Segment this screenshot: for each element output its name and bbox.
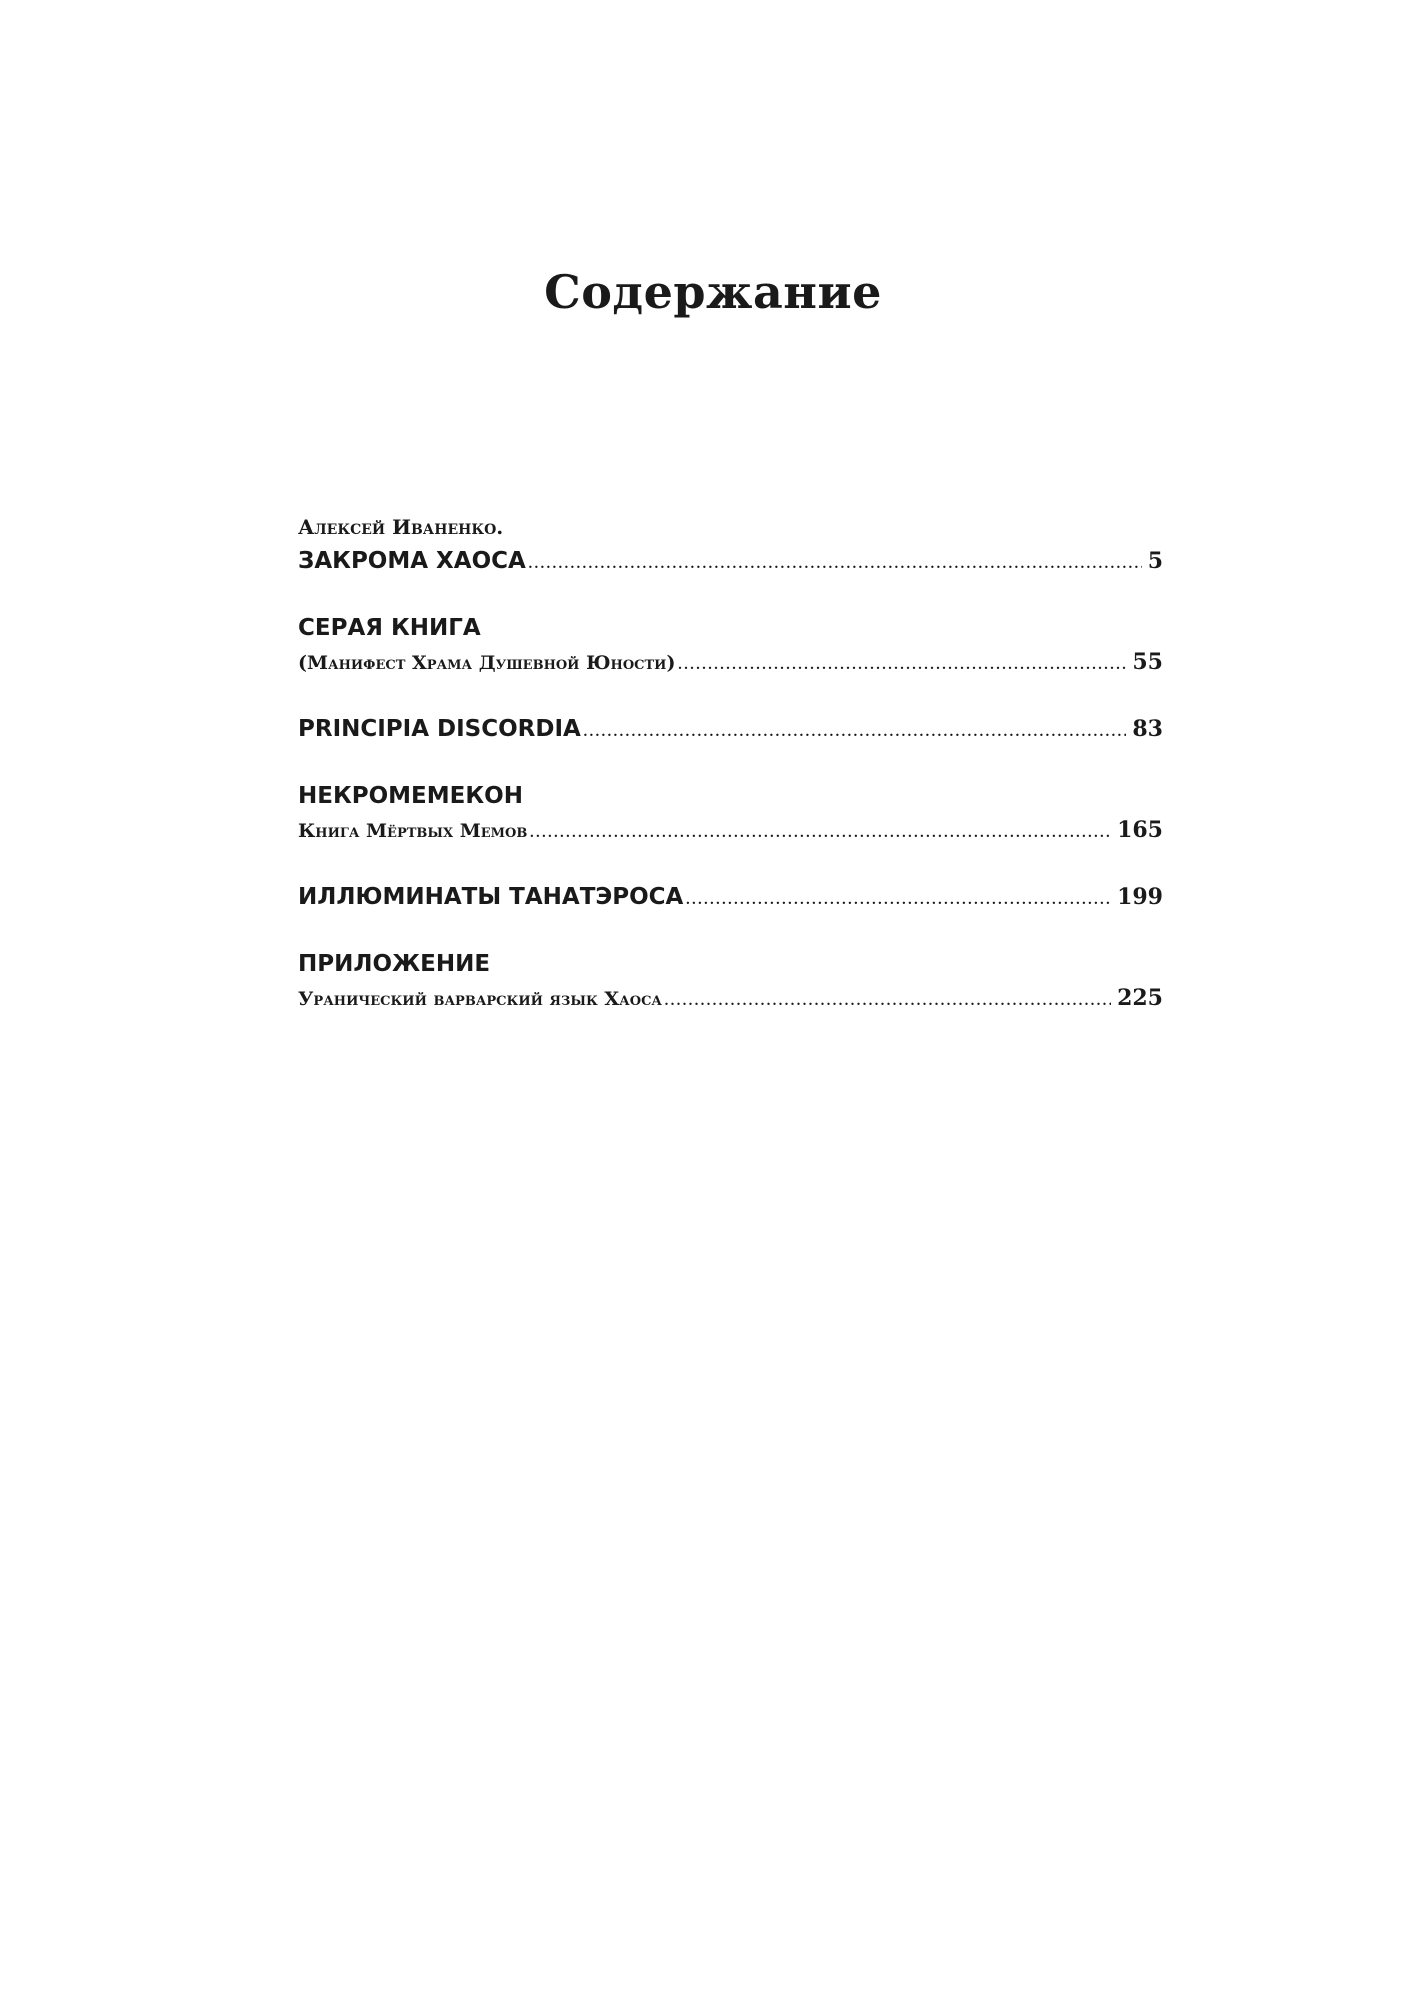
toc-entry-heading: ЗАКРОМА ХАОСА	[298, 548, 526, 574]
toc-entry-line	[298, 611, 1163, 645]
toc-entry-line	[298, 712, 1163, 747]
toc-entry-line	[298, 779, 1163, 813]
toc-entry-subtitle: Книга Мёртвых Мемов	[298, 820, 528, 842]
toc-entry-page-number: 199	[1117, 884, 1163, 910]
toc-entry-nekromemekon[interactable]	[298, 779, 1163, 848]
page-title: Содержание	[544, 265, 882, 319]
dot-leader	[529, 814, 1111, 848]
dot-leader	[528, 545, 1142, 579]
toc-entry-page-number: 83	[1132, 716, 1163, 742]
toc-entry-author: Алексей Иваненко.	[298, 515, 504, 539]
toc-entry-line	[298, 544, 1163, 579]
toc-entry-page-number: 5	[1147, 548, 1163, 574]
toc-entry-subline	[298, 813, 1163, 848]
toc-entry-heading: СЕРАЯ КНИГА	[298, 615, 481, 641]
table-of-contents	[298, 510, 1163, 1016]
toc-entry-seraya-kniga[interactable]	[298, 611, 1163, 680]
toc-entry-subline	[298, 645, 1163, 680]
dot-leader	[677, 646, 1126, 680]
toc-entry-zakroma-khaosa[interactable]	[298, 510, 1163, 579]
toc-entry-line	[298, 880, 1163, 915]
toc-entry-heading: ИЛЛЮМИНАТЫ ТАНАТЭРОСА	[298, 884, 684, 910]
toc-entry-line	[298, 947, 1163, 981]
toc-entry-principia-discordia[interactable]	[298, 712, 1163, 747]
toc-entry-page-number: 165	[1117, 817, 1163, 843]
toc-entry-heading: PRINCIPIA DISCORDIA	[298, 716, 581, 742]
toc-entry-page-number: 225	[1117, 985, 1163, 1011]
dot-leader	[583, 713, 1127, 747]
dot-leader	[664, 982, 1111, 1016]
toc-entry-page-number: 55	[1132, 649, 1163, 675]
dot-leader	[685, 881, 1111, 915]
toc-entry-heading: НЕКРОМЕМЕКОН	[298, 783, 523, 809]
toc-entry-heading: ПРИЛОЖЕНИЕ	[298, 951, 491, 977]
toc-entry-illuminaty-tanaterosa[interactable]	[298, 880, 1163, 915]
toc-entry-subline	[298, 981, 1163, 1016]
toc-entry-prilozhenie[interactable]	[298, 947, 1163, 1016]
toc-entry-subtitle: Уранический варварский язык Хаоса	[298, 988, 663, 1010]
toc-entry-subtitle: (Манифест Храма Душевной Юности)	[298, 652, 676, 674]
